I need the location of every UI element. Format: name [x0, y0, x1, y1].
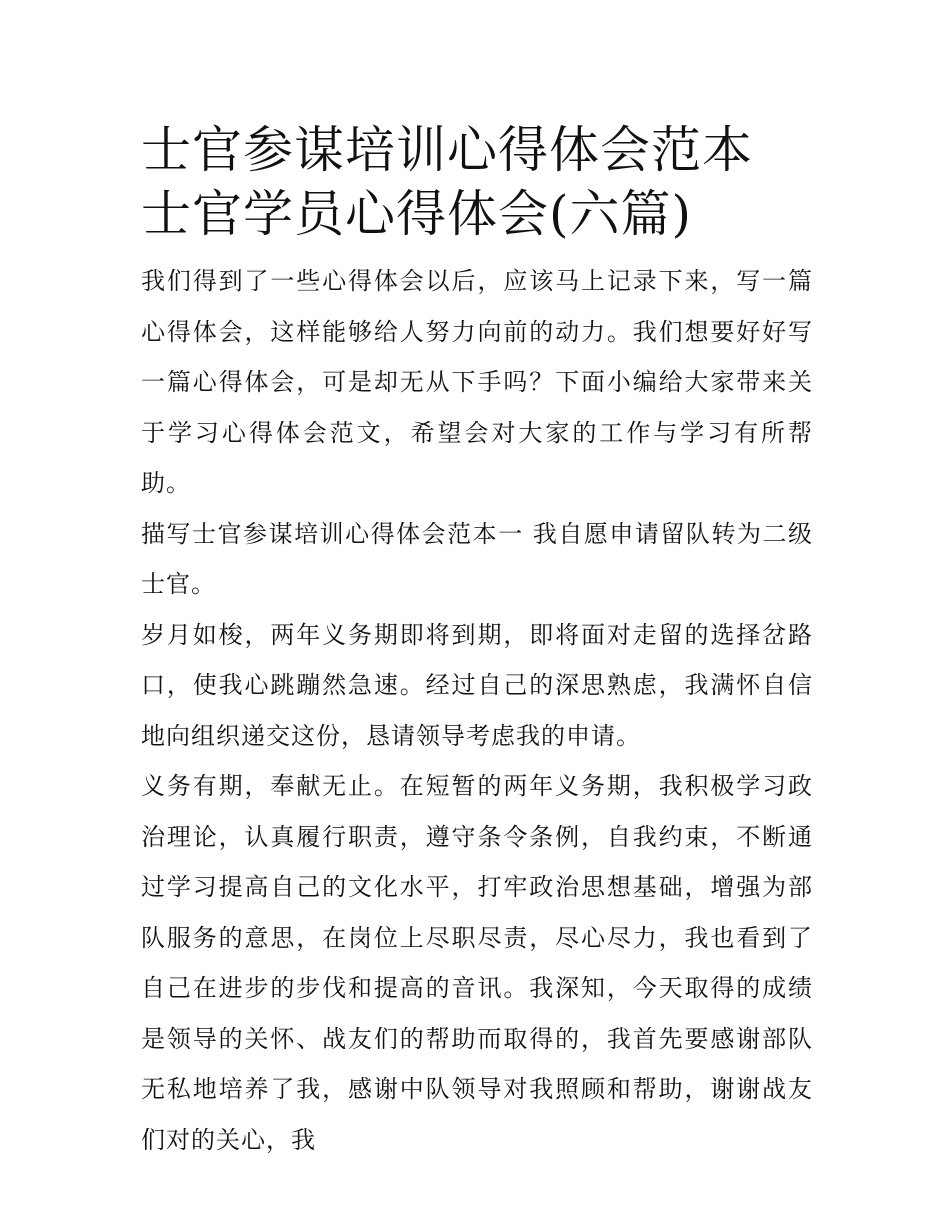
paragraph-intro: 我们得到了一些心得体会以后，应该马上记录下来，写一篇心得体会，这样能够给人努力向前的动力。我们想要好好写一篇心得体会，可是却无从下手吗？下面小编给大家带来关于学习心得体会范文，希望会对大家的工作与学习有所帮助。 — [141, 267, 813, 497]
document-title: 士官参谋培训心得体会范本 士官学员心得体会(六篇) — [141, 121, 753, 243]
paragraph-body-1: 岁月如梭，两年义务期即将到期，即将面对走留的选择岔路口，使我心跳蹦然急速。经过自己的深思熟虑，我满怀自信地向组织递交这份，恳请领导考虑我的申请。 — [141, 620, 813, 750]
paragraph-section-heading: 描写士官参谋培训心得体会范本一 我自愿申请留队转为二级士官。 — [141, 519, 813, 598]
document-body — [141, 118, 813, 1165]
paragraph-body-2: 义务有期，奉献无止。在短暂的两年义务期，我积极学习政治理论，认真履行职责，遵守条令条例，自我约束，不断通过学习提高自己的文化水平，打牢政治思想基础，增强为部队服务的意思，在岗位上尽职尽责，尽心尽力，我也看到了自己在进步的步伐和提高的音讯。我深知，今天取得的成绩是领导的关怀、战友们的帮助而取得的，我首先要感谢部队无私地培养了我，感谢中队领导对我照顾和帮助，谢谢战友们对的关心，我 — [141, 772, 813, 1154]
